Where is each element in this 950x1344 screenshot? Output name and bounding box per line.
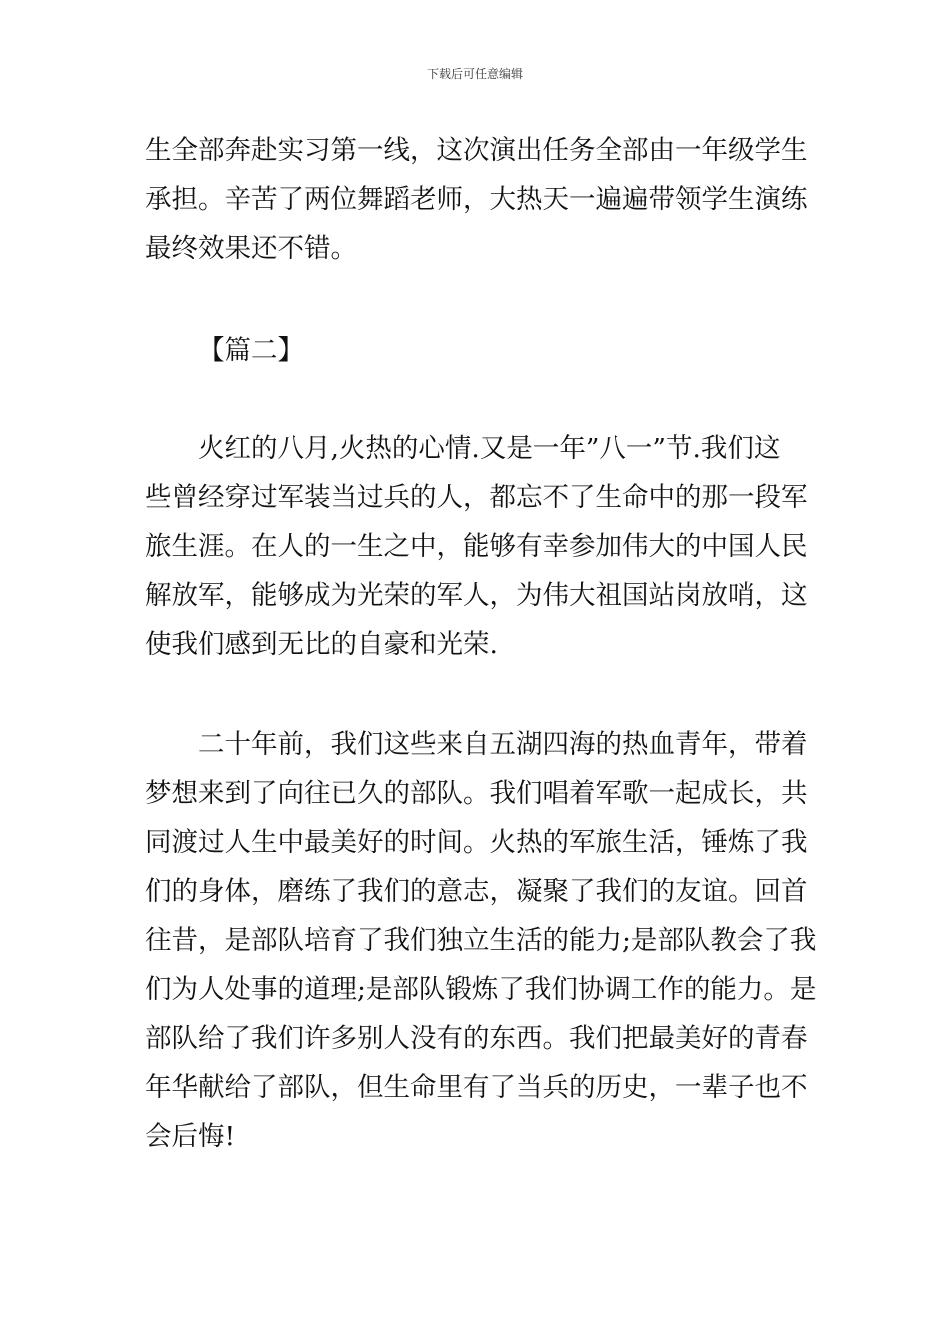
page-header-note: 下载后可任意编辑	[426, 67, 523, 81]
paragraph-line: 年华献给了部队，但生命里有了当兵的历史，一辈子也不	[145, 1072, 808, 1103]
paragraph-line: 承担。辛苦了两位舞蹈老师，大热天一遍遍带领学生演练	[145, 184, 808, 215]
paragraph-line: 梦想来到了向往已久的部队。我们唱着军歌一起成长，共	[145, 778, 808, 809]
paragraph-line: 们的身体，磨练了我们的意志，凝聚了我们的友谊。回首	[145, 876, 808, 907]
paragraph-line: 生全部奔赴实习第一线，这次演出任务全部由一年级学生	[145, 135, 808, 166]
paragraph-line: 往昔，是部队培育了我们独立生活的能力;是部队教会了我	[145, 925, 817, 956]
paragraph-two	[145, 424, 810, 669]
paragraph-continuation	[145, 126, 810, 273]
paragraph-line: 会后悔!	[145, 1121, 236, 1152]
paragraph-line: 解放军，能够成为光荣的军人，为伟大祖国站岗放哨，这	[145, 580, 808, 611]
paragraph-line: 二十年前，我们这些来自五湖四海的热血青年，带着	[198, 729, 808, 760]
paragraph-line: 旅生涯。在人的一生之中，能够有幸参加伟大的中国人民	[145, 531, 808, 562]
paragraph-line: 些曾经穿过军装当过兵的人，都忘不了生命中的那一段军	[145, 482, 808, 513]
paragraph-line: 同渡过人生中最美好的时间。火热的军旅生活，锤炼了我	[145, 827, 808, 858]
section-heading: 【篇二】	[198, 335, 304, 366]
paragraph-line: 使我们感到无比的自豪和光荣.	[145, 629, 498, 660]
paragraph-line: 部队给了我们许多别人没有的东西。我们把最美好的青春	[145, 1023, 808, 1054]
paragraph-three	[145, 720, 817, 1161]
section-heading-block	[145, 326, 810, 375]
paragraph-line: 们为人处事的道理;是部队锻炼了我们协调工作的能力。是	[145, 974, 817, 1005]
paragraph-line: 最终效果还不错。	[145, 233, 357, 264]
paragraph-line: 火红的八月,火热的心情.又是一年”八一”节.我们这	[198, 433, 781, 464]
